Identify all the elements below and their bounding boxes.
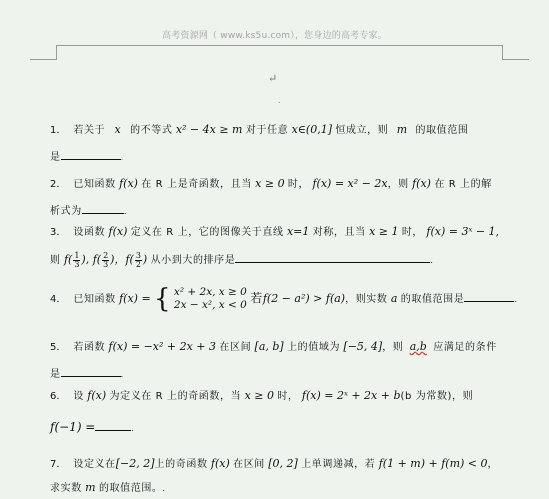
problem-5: 5. 若函数 f(x) = −x² + 2x + 3 在区间 [a, b] 上的值域为 [−5, 4]，则 a,b 应满足的条件 是 .	[50, 333, 495, 388]
math-interval: [a, b]	[254, 340, 284, 353]
math-func: f(x)	[119, 177, 138, 190]
answer-blank[interactable]	[82, 203, 124, 214]
answer-blank[interactable]	[61, 366, 121, 377]
math-interval: [−5, 4]	[343, 340, 383, 353]
problem-number: 6.	[50, 391, 60, 402]
math-inequality: f(1 + m) + f(m) < 0	[378, 457, 488, 470]
case-2: 2x − x², x < 0	[173, 298, 247, 311]
text: 求实数	[50, 483, 82, 494]
text: 定义在 R 上，它的图像关于直线	[130, 227, 284, 238]
text: ，	[487, 459, 499, 470]
problem-2: 2. 已知函数 f(x) 在 R 上是奇函数，且当 x ≥ 0 时， f(x) = x² − 2x，则 f(x) 在 R 上的解 析式为 .	[50, 170, 495, 225]
text: 设	[73, 391, 84, 402]
text: 已知函数	[73, 294, 116, 305]
paragraph-return-icon: ↵	[268, 72, 278, 85]
math-set: x∈(0,1]	[291, 123, 333, 136]
math-func: f(x)	[210, 457, 230, 470]
answer-blank[interactable]	[61, 149, 121, 160]
text: 对称，且当	[312, 227, 366, 238]
fraction: $\frac{3}{2}$	[135, 250, 141, 269]
math-func: f(x)	[412, 177, 431, 190]
corner-mark-right-v	[502, 45, 503, 59]
math-func: f(x) =	[119, 292, 151, 305]
text: 若函数	[73, 342, 106, 353]
problem-6: 6. 设 f(x) 为定义在 R 上的奇函数，当 x ≥ 0 时， f(x) = 2ˣ + 2x + b(b 为常数)，则 f(−1) = .	[50, 382, 495, 442]
text: 在 R 上的解	[434, 179, 492, 190]
text: 析式为	[50, 206, 82, 217]
text: 若	[250, 291, 263, 305]
math-func: ), f(	[81, 253, 102, 266]
problem-number: 4.	[50, 294, 60, 305]
problem-7: 7. 设定义在[−2, 2]上的奇函数 f(x) 在区间 [0, 2] 上单调递减，若 f(1 + m) + f(m) < 0， 求实数 m 的取值范围。.	[50, 450, 495, 499]
fraction: $\frac{1}{3}$	[74, 250, 80, 269]
answer-blank[interactable]	[95, 420, 131, 431]
text: ，则	[387, 179, 409, 190]
text: 是	[50, 369, 61, 380]
math-def: f(x) = −x² + 2x + 3	[108, 340, 217, 353]
text: 从小到大的排序是	[150, 255, 236, 266]
math-inequality: f(2 − a²) > f(a)	[262, 292, 346, 305]
text: 时，	[287, 179, 310, 190]
answer-blank[interactable]	[464, 291, 514, 302]
math-def: f(x) = x² − 2x	[312, 177, 388, 190]
text: 在区间	[233, 459, 265, 470]
math-func: )，f(	[110, 253, 134, 266]
math-vars: a,b	[409, 340, 427, 353]
text: 的不等式	[130, 125, 173, 136]
header-rule	[56, 45, 503, 46]
piecewise: { x² + 2x, x ≥ 0 2x − x², x < 0	[154, 283, 247, 314]
math-cond: x ≥ 0	[255, 177, 285, 190]
math-func: )	[142, 253, 148, 266]
corner-mark-left-h	[30, 59, 57, 60]
text: 是	[50, 152, 61, 163]
corner-mark-right-h	[502, 59, 529, 60]
text: 时，	[277, 391, 299, 402]
problem-1: 1. 若关于 x 的不等式 x² − 4x ≥ m 对于任意 x∈(0,1] 恒成立，则 m 的取值范围 是 .	[50, 116, 495, 171]
text: 在区间	[219, 342, 252, 353]
math-cond: x ≥ 1	[369, 225, 399, 238]
text: 则	[50, 255, 61, 266]
problem-3: 3. 设函数 f(x) 定义在 R 上，它的图像关于直线 x=1 对称，且当 x ≥ 1 时， f(x) = 3ˣ − 1, 则 f( $\frac{1}{3}$ ), f( $\frac{2}{3}$ )，f( $\frac{3}{2}$ ) 从小到大的排序是 .	[50, 218, 495, 274]
math-var: m	[85, 481, 96, 494]
fraction: $\frac{2}{3}$	[103, 250, 109, 269]
problem-number: 1.	[50, 125, 60, 136]
text: 时，	[401, 227, 424, 238]
math-inequality: x² − 4x ≥ m	[175, 123, 243, 136]
math-var: m	[396, 123, 408, 136]
text: 上单调递减，若	[301, 459, 376, 470]
math-cond: x ≥ 0	[244, 389, 274, 402]
math-interval: [−2, 2]	[115, 457, 155, 470]
math-func: f(	[63, 253, 73, 266]
math-expr: f(−1) =	[50, 420, 96, 434]
text: 的取值范围	[415, 125, 469, 136]
text: 在 R 上是奇函数，且当	[141, 179, 252, 190]
text: (b 为常数)，则	[400, 391, 474, 402]
text: 的取值范围。	[98, 483, 163, 494]
text: 上的奇函数	[154, 459, 208, 470]
text: 的取值范围是	[400, 294, 465, 305]
text: ，则实数	[345, 294, 388, 305]
math-func: f(x)	[108, 225, 128, 238]
math-var: x	[114, 123, 121, 136]
math-interval: [0, 2]	[268, 457, 298, 470]
text: 对于任意	[245, 125, 289, 136]
math-def: f(x) = 2ˣ + 2x + b	[301, 389, 401, 402]
problem-number: 7.	[50, 459, 60, 470]
text: ,	[495, 226, 499, 238]
answer-blank[interactable]	[235, 252, 430, 263]
math-line: x=1	[286, 225, 310, 238]
text: ，则	[382, 342, 404, 353]
text: 为定义在 R 上的奇函数，当	[109, 391, 242, 402]
paragraph-dot: .	[278, 96, 281, 105]
text: 设函数	[73, 227, 106, 238]
corner-mark-left-v	[56, 45, 57, 59]
page-header	[0, 0, 549, 60]
math-def: f(x) = 3ˣ − 1	[426, 225, 496, 238]
math-func: f(x)	[87, 389, 107, 402]
problem-number: 5.	[50, 342, 60, 353]
text: 上的值域为	[287, 342, 341, 353]
text: 应满足的条件	[433, 342, 497, 353]
problem-number: 3.	[50, 227, 60, 238]
text: 恒成立，则	[335, 125, 389, 136]
text: 已知函数	[73, 179, 116, 190]
case-1: x² + 2x, x ≥ 0	[173, 285, 247, 298]
text: 设定义在	[73, 459, 116, 470]
problem-4: 4. 已知函数 f(x) = { x² + 2x, x ≥ 0 2x − x², x < 0 若f(2 − a²) > f(a)，则实数 a 的取值范围是 .	[50, 283, 517, 314]
header-site-text: 高考资源网（ www.ks5u.com），您身边的高考专家。	[162, 31, 387, 41]
problem-number: 2.	[50, 179, 60, 190]
text: 若关于	[73, 125, 106, 136]
math-var: a	[390, 292, 398, 305]
